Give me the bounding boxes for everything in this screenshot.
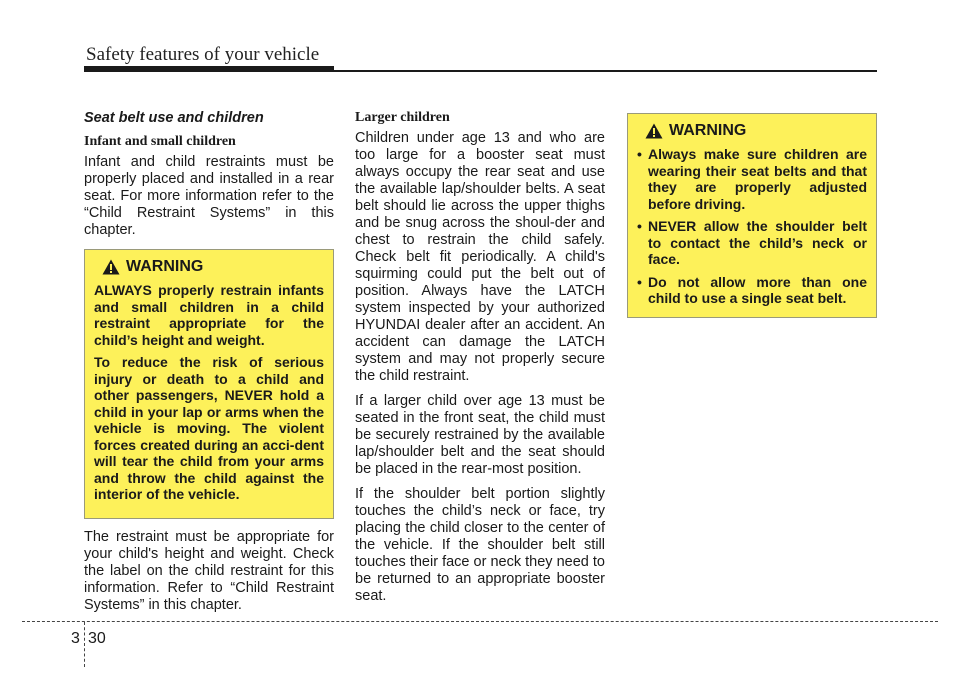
warning-triangle-icon (645, 123, 663, 139)
paragraph: Infant and child restraints must be properly placed and installed in a rear seat. For more information refer to the “Child Restraint Systems” in this chapter. (84, 154, 334, 238)
paragraph: The restraint must be appropriate for your child's height and weight. Check the label on the child restraint for this information. Refer to “Child Restraint Systems” in this chapter. (84, 528, 334, 613)
warning-text: To reduce the risk of serious injury or death to a child and other passengers, NEVER hold a child in your lap or arms when the vehicle is moving. The violent forces created during an acci-dent will tear the child from your arms and throw the child against the interior of the vehicle. (94, 354, 324, 502)
paragraph: If the shoulder belt portion slightly touches the child’s neck or face, try placing the child closer to the center of the vehicle. If the shoulder belt still touches their face or neck they need to be returned to an appropriate booster seat. (355, 486, 605, 604)
warning-header (645, 122, 867, 140)
left-column (84, 110, 334, 622)
header-title: Safety features of your vehicle (86, 44, 320, 65)
warning-box-right (627, 113, 877, 318)
footer-divider (22, 621, 938, 622)
header-rule-thin (84, 70, 877, 72)
warning-box-left (84, 249, 334, 519)
warning-text: ALWAYS properly restrain infants and small children in a child restraint appropriate for the child’s height and weight. (94, 282, 324, 348)
footer-vertical-divider (84, 622, 85, 667)
paragraph: Children under age 13 and who are too large for a booster seat must always occupy the rear seat and use the available lap/shoulder belts. A seat belt should lie across the upper thighs and be snug across the shoul-der and chest to restrain the child safely. Check belt fit periodically. A child's squirming could put the belt out of position. Always have the LATCH system inspected by your authorized HYUNDAI dealer after an accident. An accident can damage the LATCH system and may not properly secure the child restraint. (355, 130, 605, 384)
warning-label: WARNING (126, 258, 204, 275)
subheading-larger: Larger children (355, 110, 450, 125)
warning-triangle-icon (102, 259, 120, 275)
section-heading: Seat belt use and children (84, 110, 264, 126)
warning-header (102, 258, 324, 276)
warning-list (637, 146, 867, 307)
warning-list-item: • Do not allow more than one child to use a single seat belt. (637, 274, 867, 307)
paragraph: If a larger child over age 13 must be seated in the front seat, the child must be securely restrained by the available lap/shoulder belt and the seat should be placed in the rear-most position. (355, 393, 605, 477)
middle-column (355, 110, 605, 613)
warning-list-item: • Always make sure children are wearing their seat belts and that they are properly adjusted before driving. (637, 146, 867, 212)
chapter-number: 3 (71, 630, 80, 647)
subheading-infant: Infant and small children (84, 134, 236, 149)
warning-list-item: • NEVER allow the shoulder belt to contact the child’s neck or face. (637, 218, 867, 268)
page-number: 30 (88, 630, 106, 647)
warning-label: WARNING (669, 122, 747, 139)
